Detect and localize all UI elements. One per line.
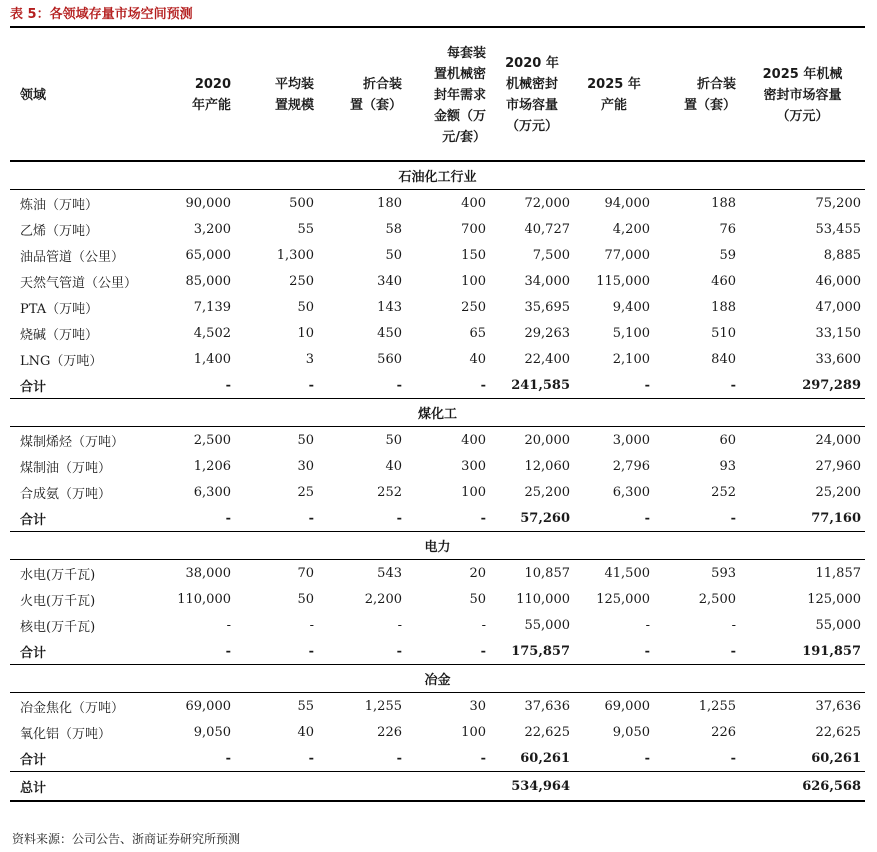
table-cell: - (308, 510, 314, 526)
table-cell: 93 (719, 458, 736, 474)
subtotal-row (10, 372, 865, 399)
table-cell (318, 772, 406, 801)
table-cell: 191,857 (802, 643, 861, 659)
table-cell: 125,000 (596, 591, 650, 607)
table-cell: 6,300 (612, 484, 650, 500)
table-cell: 188 (654, 190, 740, 217)
table-cell: 27,960 (815, 458, 861, 474)
table-cell: 55 (235, 693, 318, 720)
table-cell: - (396, 510, 402, 526)
row-label: 煤制烯烃（万吨） (10, 427, 165, 454)
table-row (10, 453, 865, 479)
table-cell: 34,000 (524, 273, 570, 289)
table-cell: 20 (406, 560, 490, 587)
table-cell: - (308, 643, 314, 659)
section-title: 石油化工行业 (10, 161, 865, 190)
table-cell: 250 (461, 299, 486, 315)
table-row (10, 427, 865, 454)
subtotal-row (10, 745, 865, 772)
table-cell: 510 (711, 325, 736, 341)
table-cell: 626,568 (740, 772, 865, 801)
table-cell: 22,625 (524, 724, 570, 740)
table-cell: 76 (719, 221, 736, 237)
table-cell: 37,636 (740, 693, 865, 720)
table-cell: - (644, 750, 650, 766)
table-cell: 560 (377, 351, 402, 367)
table-row (10, 216, 865, 242)
table-cell: - (309, 617, 314, 633)
table-cell: 2,500 (698, 591, 736, 607)
table-cell: 8,885 (823, 247, 861, 263)
table-cell: 24,000 (740, 427, 865, 454)
table-cell: - (731, 617, 736, 633)
table-cell: 1,206 (193, 458, 231, 474)
row-label: 合计 (20, 379, 47, 395)
row-label: PTA（万吨） (20, 301, 99, 317)
header-cell: 每套装 置机械密 封年需求 金额（万 元/套） (433, 45, 486, 145)
table-row (10, 479, 865, 505)
table-cell: 50 (297, 299, 314, 315)
market-forecast-table (10, 30, 865, 800)
table-cell: 1,400 (193, 351, 231, 367)
table-body (10, 161, 865, 800)
header-row (10, 30, 865, 161)
table-cell: 188 (711, 299, 736, 315)
table-cell: 7,500 (532, 247, 570, 263)
table-cell: 55,000 (524, 617, 570, 633)
table-cell: 50 (469, 591, 486, 607)
table-cell: 534,964 (490, 772, 574, 801)
table-cell: 72,000 (490, 190, 574, 217)
table-cell: - (480, 377, 486, 393)
table-cell (654, 772, 740, 801)
table-cell: - (481, 617, 486, 633)
table-cell: 37,636 (490, 693, 574, 720)
section-header-row (10, 399, 865, 427)
header-cell: 平均装 置规模 (274, 77, 314, 113)
row-label: 煤制油（万吨） (20, 460, 112, 476)
row-label: 水电(万千瓦) (10, 560, 165, 587)
table-cell: 450 (377, 325, 402, 341)
row-label: 火电(万千瓦) (20, 593, 96, 609)
row-label: 氧化铝（万吨） (20, 726, 112, 742)
table-cell: 55,000 (815, 617, 861, 633)
table-cell: 65 (469, 325, 486, 341)
table-row (10, 693, 865, 720)
caption-rule (10, 26, 865, 28)
table-cell: 69,000 (165, 693, 235, 720)
table-cell: 1,255 (318, 693, 406, 720)
table-cell: 252 (711, 484, 736, 500)
table-cell: 50 (297, 591, 314, 607)
subtotal-row (10, 638, 865, 665)
table-cell: 150 (461, 247, 486, 263)
table-cell: 94,000 (574, 190, 654, 217)
table-cell: 77,000 (604, 247, 650, 263)
table-row (10, 719, 865, 745)
header-cell: 2020 年产能 (191, 77, 231, 113)
subtotal-row (10, 505, 865, 532)
table-cell: 70 (235, 560, 318, 587)
table-cell: 1,300 (276, 247, 314, 263)
table-cell: 9,400 (612, 299, 650, 315)
table-row (10, 190, 865, 217)
table-cell: - (397, 617, 402, 633)
table-cell: 9,050 (612, 724, 650, 740)
table-row (10, 268, 865, 294)
table-cell: 252 (377, 484, 402, 500)
table-cell: 180 (318, 190, 406, 217)
table-cell: 65,000 (185, 247, 231, 263)
table-cell: 25,200 (524, 484, 570, 500)
table-cell: 40 (297, 724, 314, 740)
table-cell: - (396, 377, 402, 393)
table-cell: 38,000 (165, 560, 235, 587)
table-cell: 110,000 (177, 591, 231, 607)
table-cell: 100 (461, 273, 486, 289)
table-cell: 2,500 (165, 427, 235, 454)
header-cell: 2025 年机械 密封市场容量 （万元） (762, 66, 843, 124)
table-cell: 11,857 (740, 560, 865, 587)
row-label: 合计 (20, 645, 47, 661)
table-cell: 115,000 (596, 273, 650, 289)
table-cell: 59 (719, 247, 736, 263)
header-cell: 2025 年 产能 (587, 77, 641, 113)
table-cell: 543 (318, 560, 406, 587)
table-cell: 700 (461, 221, 486, 237)
table-cell: 25,200 (815, 484, 861, 500)
table-cell: 29,263 (524, 325, 570, 341)
table-cell: 55 (297, 221, 314, 237)
header-cell: 2020 年 机械密封 市场容量 （万元） (505, 56, 559, 134)
table-cell: - (226, 617, 231, 633)
row-label: 炼油（万吨） (10, 190, 165, 217)
table-cell: 400 (406, 427, 490, 454)
table-cell: 33,150 (815, 325, 861, 341)
table-cell: 100 (461, 484, 486, 500)
table-cell: 9,050 (193, 724, 231, 740)
table-cell: - (645, 617, 650, 633)
row-label: 乙烯（万吨） (20, 223, 99, 239)
table-cell: 593 (654, 560, 740, 587)
table-cell: 85,000 (185, 273, 231, 289)
table-cell: 7,139 (193, 299, 231, 315)
table-cell: 47,000 (815, 299, 861, 315)
table-cell: - (730, 643, 736, 659)
row-label: 烧碱（万吨） (20, 327, 99, 343)
table-cell: - (396, 750, 402, 766)
table-cell: - (225, 377, 231, 393)
table-cell (406, 772, 490, 801)
grand-total-row (10, 772, 865, 801)
row-label: 天然气管道（公里） (20, 275, 138, 291)
table-cell: 75,200 (740, 190, 865, 217)
table-cell: 226 (711, 724, 736, 740)
table-cell: 58 (385, 221, 402, 237)
table-cell: - (644, 643, 650, 659)
table-cell: 60,261 (811, 750, 861, 766)
table-cell: 30 (297, 458, 314, 474)
table-cell: - (396, 643, 402, 659)
table-cell: - (308, 377, 314, 393)
table-cell (574, 772, 654, 801)
row-label: LNG（万吨） (20, 353, 103, 369)
table-cell: 20,000 (490, 427, 574, 454)
table-cell: - (225, 750, 231, 766)
table-cell: 340 (377, 273, 402, 289)
table-cell: 60,261 (520, 750, 570, 766)
table-cell: 4,200 (612, 221, 650, 237)
table-cell: 41,500 (574, 560, 654, 587)
table-cell (235, 772, 318, 801)
table-cell: 40 (469, 351, 486, 367)
section-header-row (10, 665, 865, 693)
table-cell: 69,000 (574, 693, 654, 720)
table-cell: 143 (377, 299, 402, 315)
table-cell: 2,200 (364, 591, 402, 607)
table-cell: 60 (654, 427, 740, 454)
table-cell: 125,000 (807, 591, 861, 607)
table-cell: 30 (406, 693, 490, 720)
table-cell: 22,625 (815, 724, 861, 740)
row-label: 核电(万千瓦) (20, 619, 96, 635)
header-cell: 领域 (20, 87, 47, 103)
table-cell: 100 (461, 724, 486, 740)
table-cell: 500 (235, 190, 318, 217)
table-cell: 10 (297, 325, 314, 341)
table-row (10, 612, 865, 638)
table-cell: 175,857 (511, 643, 570, 659)
table-cell: 50 (318, 427, 406, 454)
table-cell: 6,300 (193, 484, 231, 500)
table-cell: 25 (297, 484, 314, 500)
table-cell: 46,000 (815, 273, 861, 289)
table-cell: 40,727 (524, 221, 570, 237)
table-cell (165, 772, 235, 801)
table-cell: 3,200 (193, 221, 231, 237)
table-cell: - (730, 750, 736, 766)
section-title: 电力 (10, 532, 865, 560)
table-cell: 10,857 (490, 560, 574, 587)
section-title: 冶金 (10, 665, 865, 693)
table-cell: 12,060 (524, 458, 570, 474)
table-cell: 53,455 (815, 221, 861, 237)
table-cell: - (480, 643, 486, 659)
table-cell: 840 (711, 351, 736, 367)
table-cell: 22,400 (524, 351, 570, 367)
table-cell: 4,502 (193, 325, 231, 341)
table-cell: 77,160 (811, 510, 861, 526)
table-cell: - (225, 510, 231, 526)
table-cell: 250 (289, 273, 314, 289)
table-cell: - (480, 510, 486, 526)
table-cell: 40 (385, 458, 402, 474)
row-label: 油品管道（公里） (20, 249, 125, 265)
table-cell: 1,255 (654, 693, 740, 720)
table-cell: 2,100 (612, 351, 650, 367)
table-cell: - (225, 643, 231, 659)
table-cell: 300 (461, 458, 486, 474)
table-cell: - (480, 750, 486, 766)
table-caption: 表 5：各领域存量市场空间预测 (10, 7, 193, 22)
table-cell: 2,796 (612, 458, 650, 474)
table-cell: 400 (406, 190, 490, 217)
table-cell: 3 (305, 351, 314, 367)
section-header-row (10, 532, 865, 560)
table-cell: 57,260 (520, 510, 570, 526)
table-cell: 33,600 (815, 351, 861, 367)
table-cell: 297,289 (802, 377, 861, 393)
table-cell: - (644, 377, 650, 393)
table-cell: - (644, 510, 650, 526)
table-cell: 226 (377, 724, 402, 740)
table-cell: 50 (385, 247, 402, 263)
section-header-row (10, 161, 865, 190)
table-cell: - (730, 510, 736, 526)
section-title: 煤化工 (10, 399, 865, 427)
row-label: 总计 (10, 772, 165, 801)
table-row (10, 320, 865, 346)
table-row (10, 586, 865, 612)
source-note: 资料来源：公司公告、浙商证券研究所预测 (12, 832, 241, 846)
table-cell: - (730, 377, 736, 393)
row-label: 合成氨（万吨） (20, 486, 112, 502)
row-label: 合计 (20, 512, 47, 528)
table-cell: 110,000 (516, 591, 570, 607)
header-cell: 折合装 置（套） (349, 77, 402, 113)
table-cell: 3,000 (574, 427, 654, 454)
row-label: 冶金焦化（万吨） (10, 693, 165, 720)
table-bottom-rule (10, 800, 865, 802)
table-cell: 460 (711, 273, 736, 289)
table-cell: - (308, 750, 314, 766)
table-row (10, 560, 865, 587)
table-cell: 5,100 (612, 325, 650, 341)
table-cell: 35,695 (524, 299, 570, 315)
table-cell: 241,585 (511, 377, 570, 393)
table-row (10, 294, 865, 320)
table-row (10, 346, 865, 372)
table-row (10, 242, 865, 268)
table-cell: 90,000 (165, 190, 235, 217)
row-label: 合计 (20, 752, 47, 768)
table-cell: 50 (235, 427, 318, 454)
header-cell: 折合装 置（套） (683, 77, 736, 113)
